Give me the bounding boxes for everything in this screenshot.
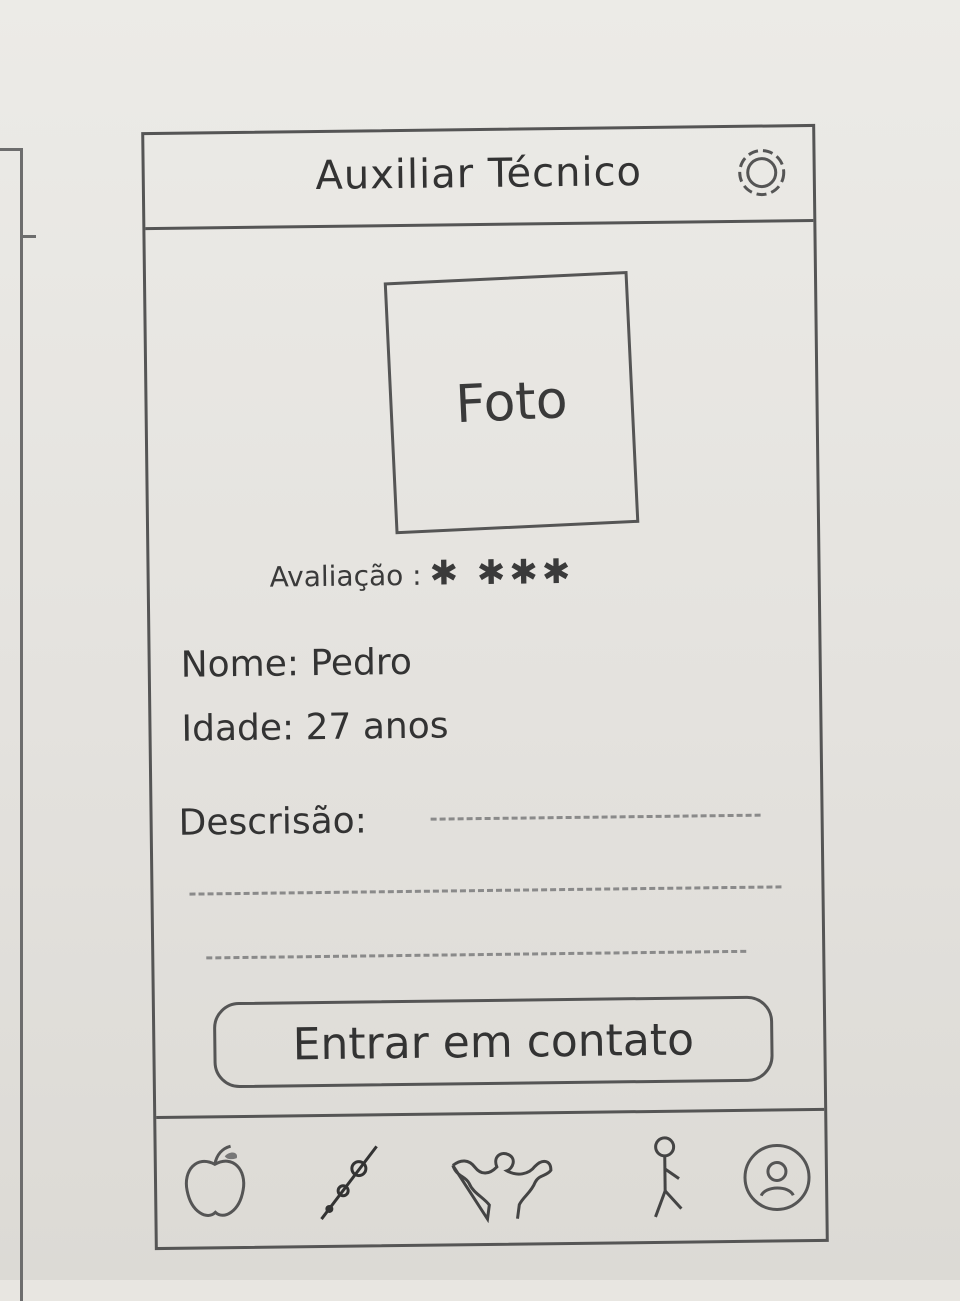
app-header	[144, 127, 813, 230]
adjacent-sketch-edge	[0, 148, 23, 1301]
contact-button[interactable]: Entrar em contato	[213, 996, 774, 1089]
rating	[269, 552, 574, 596]
name-line: Nome: Pedro	[180, 642, 412, 686]
rating-label: Avaliação :	[269, 559, 421, 594]
description-placeholder-line	[189, 885, 781, 895]
description-placeholder-line	[431, 814, 761, 821]
apple-icon[interactable]	[175, 1140, 256, 1227]
age-line: Idade: 27 anos	[181, 705, 448, 749]
page-title: Auxiliar Técnico	[144, 147, 813, 201]
walking-person-icon[interactable]	[624, 1134, 705, 1221]
photo-label: Foto	[454, 370, 569, 435]
profile-photo	[384, 271, 640, 534]
muscle-icon[interactable]	[447, 1136, 558, 1223]
gear-icon[interactable]	[730, 141, 793, 204]
phone-frame	[141, 124, 829, 1250]
bottom-nav	[156, 1108, 826, 1247]
rating-stars: ✱ ✱✱✱	[429, 552, 574, 594]
description-placeholder-line	[206, 950, 746, 960]
profile-icon[interactable]	[736, 1133, 817, 1220]
description-label: Descrisão:	[178, 800, 367, 843]
skewer-icon[interactable]	[309, 1138, 390, 1225]
